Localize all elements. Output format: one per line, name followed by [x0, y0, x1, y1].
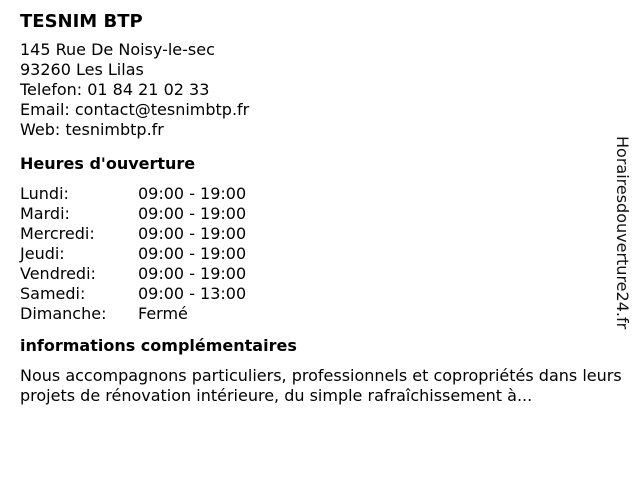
hours-time: Fermé — [138, 304, 188, 323]
contact-block — [20, 40, 620, 140]
phone-line: Telefon: 01 84 21 02 33 — [20, 80, 210, 99]
web-line: Web: tesnimbtp.fr — [20, 120, 164, 139]
hours-row-vendredi — [20, 264, 620, 284]
hours-row-jeudi — [20, 244, 620, 264]
hours-time: 09:00 - 19:00 — [138, 204, 247, 223]
address-city: 93260 Les Lilas — [20, 60, 144, 79]
site-watermark: Horairesdouverture24.fr — [613, 136, 632, 330]
hours-row-lundi — [20, 184, 620, 204]
hours-time: 09:00 - 19:00 — [138, 244, 247, 263]
hours-day: Samedi: — [20, 284, 86, 303]
hours-row-dimanche — [20, 304, 620, 324]
hours-day: Lundi: — [20, 184, 69, 203]
hours-day: Mercredi: — [20, 224, 95, 243]
email-line: Email: contact@tesnimbtp.fr — [20, 100, 250, 119]
hours-row-samedi — [20, 284, 620, 304]
address-street: 145 Rue De Noisy-le-sec — [20, 40, 215, 59]
opening-hours-title: Heures d'ouverture — [20, 154, 196, 173]
hours-time: 09:00 - 19:00 — [138, 264, 247, 283]
hours-row-mardi — [20, 204, 620, 224]
hours-day: Jeudi: — [20, 244, 65, 263]
additional-info-text: Nous accompagnons particuliers, professionnels et copropriétés dans leurs projets de rénovation intérieure, du simple rafraîchissement à... — [20, 366, 622, 405]
company-name: TESNIM BTP — [20, 11, 143, 32]
hours-day: Mardi: — [20, 204, 70, 223]
hours-day: Vendredi: — [20, 264, 96, 283]
opening-hours-table — [20, 184, 620, 324]
business-card — [20, 10, 620, 406]
hours-row-mercredi — [20, 224, 620, 244]
hours-time: 09:00 - 19:00 — [138, 184, 247, 203]
additional-info-title: informations complémentaires — [20, 336, 297, 355]
hours-time: 09:00 - 19:00 — [138, 224, 247, 243]
hours-time: 09:00 - 13:00 — [138, 284, 247, 303]
hours-day: Dimanche: — [20, 304, 107, 323]
